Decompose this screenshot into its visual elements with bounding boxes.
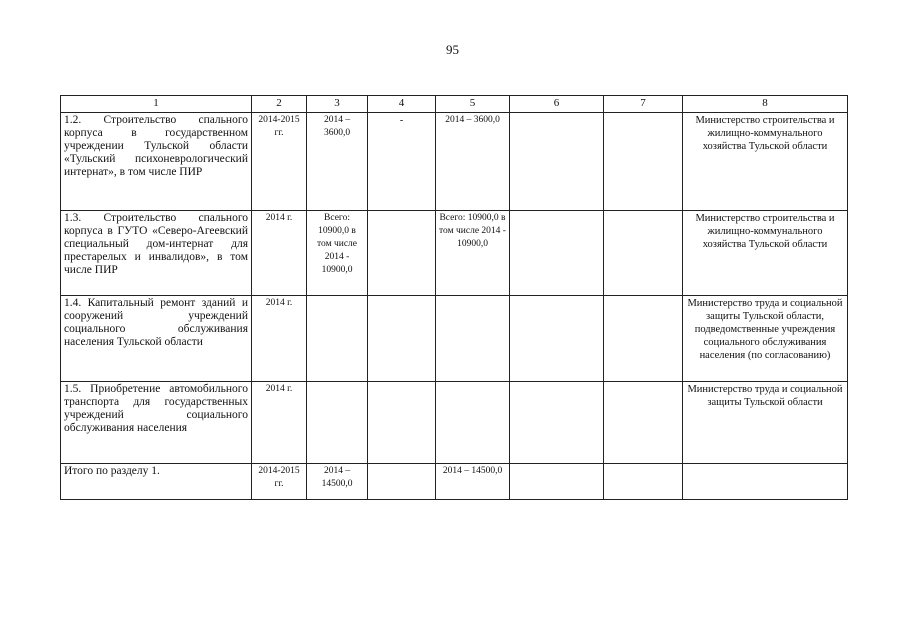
- header-col-2: 2: [252, 96, 307, 113]
- responsible-executor-cell: Министерство труда и социальной защиты Тульской области, подведомственные учреждения социального обслуживания населения (по согласованию): [683, 296, 848, 382]
- header-col-7: 7: [604, 96, 683, 113]
- municipal-funding-cell: [510, 113, 604, 211]
- total-funding-cell: [307, 382, 368, 464]
- measure-description: 1.3. Строительство спального корпуса в ГУТО «Северо-Агеевский специальный дом-интернат для престарелых и инвалидов», в том числе ПИР: [61, 211, 252, 296]
- header-row: [61, 96, 848, 113]
- measure-description: 1.2. Строительство спального корпуса в государственном учреждении Тульской области «Тульский психоневрологический интернат», в том числе ПИР: [61, 113, 252, 211]
- regional-funding-cell: 2014 – 14500,0: [436, 464, 510, 500]
- header-col-3: 3: [307, 96, 368, 113]
- federal-funding-cell: [368, 464, 436, 500]
- header-col-8: 8: [683, 96, 848, 113]
- table-row: [61, 382, 848, 464]
- regional-funding-cell: Всего: 10900,0 в том числе 2014 - 10900,0: [436, 211, 510, 296]
- responsible-executor-cell: Министерство строительства и жилищно-коммунального хозяйства Тульской области: [683, 113, 848, 211]
- other-funding-cell: [604, 296, 683, 382]
- responsible-executor-cell: [683, 464, 848, 500]
- regional-funding-cell: [436, 296, 510, 382]
- header-col-4: 4: [368, 96, 436, 113]
- municipal-funding-cell: [510, 211, 604, 296]
- table-row: [61, 113, 848, 211]
- total-label: Итого по разделу 1.: [61, 464, 252, 500]
- total-funding-cell: [307, 296, 368, 382]
- total-funding-cell: 2014 – 3600,0: [307, 113, 368, 211]
- federal-funding-cell: [368, 296, 436, 382]
- total-funding-cell: 2014 – 14500,0: [307, 464, 368, 500]
- header-col-6: 6: [510, 96, 604, 113]
- responsible-executor-cell: Министерство труда и социальной защиты Тульской области: [683, 382, 848, 464]
- municipal-funding-cell: [510, 296, 604, 382]
- federal-funding-cell: [368, 211, 436, 296]
- federal-funding-cell: [368, 382, 436, 464]
- page-number: 95: [446, 42, 459, 57]
- other-funding-cell: [604, 211, 683, 296]
- regional-funding-cell: 2014 – 3600,0: [436, 113, 510, 211]
- period-cell: 2014-2015 гг.: [252, 464, 307, 500]
- table-row: [61, 296, 848, 382]
- measure-description: 1.4. Капитальный ремонт зданий и сооружений учреждений социального обслуживания населения Тульской области: [61, 296, 252, 382]
- period-cell: 2014 г.: [252, 296, 307, 382]
- municipal-funding-cell: [510, 382, 604, 464]
- federal-funding-cell: -: [368, 113, 436, 211]
- municipal-funding-cell: [510, 464, 604, 500]
- header-col-1: 1: [61, 96, 252, 113]
- other-funding-cell: [604, 382, 683, 464]
- period-cell: 2014 г.: [252, 382, 307, 464]
- period-cell: 2014 г.: [252, 211, 307, 296]
- total-funding-cell: Всего: 10900,0 в том числе 2014 - 10900,0: [307, 211, 368, 296]
- table-row: [61, 211, 848, 296]
- measure-description: 1.5. Приобретение автомобильного транспорта для государственных учреждений социального обслуживания населения: [61, 382, 252, 464]
- responsible-executor-cell: Министерство строительства и жилищно-коммунального хозяйства Тульской области: [683, 211, 848, 296]
- other-funding-cell: [604, 464, 683, 500]
- period-cell: 2014-2015 гг.: [252, 113, 307, 211]
- other-funding-cell: [604, 113, 683, 211]
- table-row-total: [61, 464, 848, 500]
- regional-funding-cell: [436, 382, 510, 464]
- program-table: [60, 95, 848, 500]
- header-col-5: 5: [436, 96, 510, 113]
